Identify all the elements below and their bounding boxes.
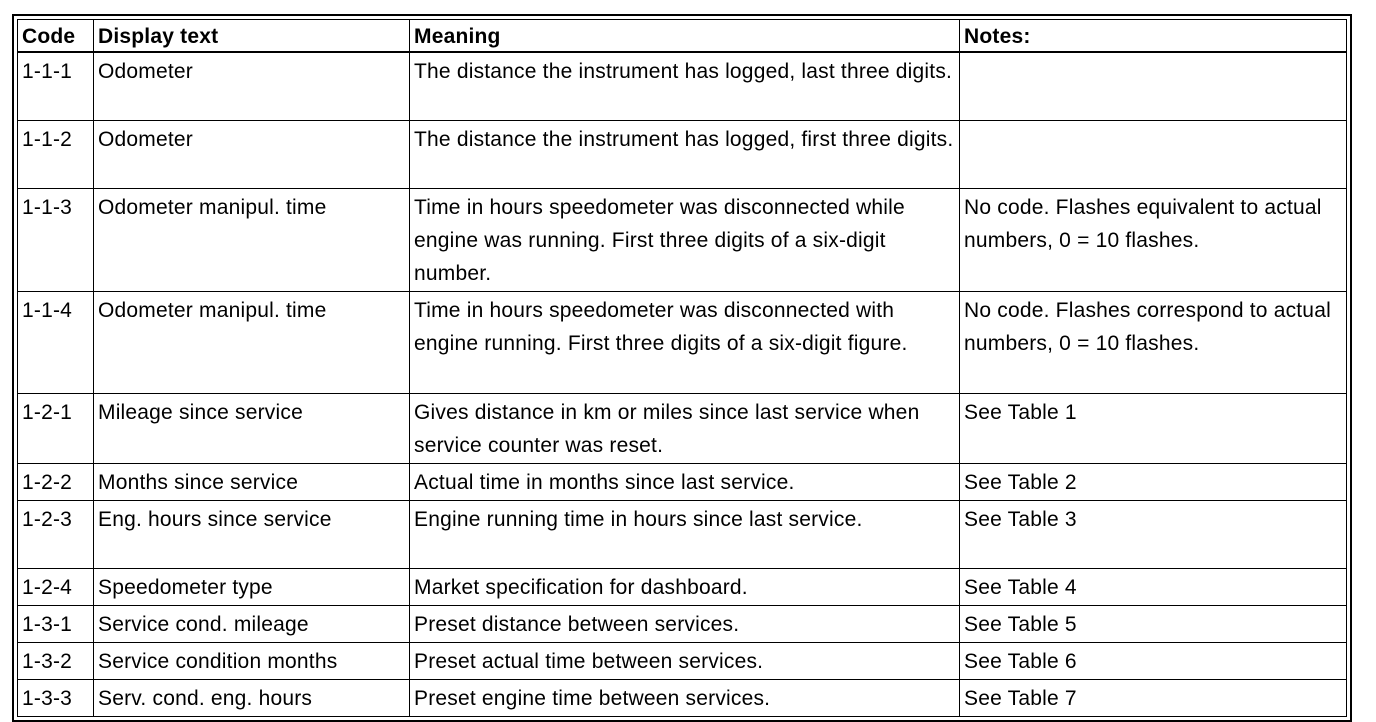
cell-meaning: Engine running time in hours since last service. [410,500,960,568]
cell-display-text: Mileage since service [94,393,410,463]
cell-code: 1-1-2 [18,120,94,188]
table-row [18,568,1347,605]
cell-notes: See Table 5 [960,605,1347,642]
cell-meaning: Time in hours speedometer was disconnected while engine was running. First three digits of a six-digit number. [410,188,960,291]
table-row [18,642,1347,679]
cell-code: 1-3-2 [18,642,94,679]
cell-meaning: Market specification for dashboard. [410,568,960,605]
table-row [18,52,1347,120]
cell-display-text: Service cond. mileage [94,605,410,642]
cell-display-text: Odometer manipul. time [94,188,410,291]
cell-meaning: Gives distance in km or miles since last service when service counter was reset. [410,393,960,463]
cell-notes: See Table 6 [960,642,1347,679]
header-row [18,20,1347,53]
cell-meaning: Preset engine time between services. [410,679,960,716]
cell-code: 1-1-4 [18,291,94,393]
cell-meaning: Preset distance between services. [410,605,960,642]
cell-notes: See Table 2 [960,463,1347,500]
table-row [18,500,1347,568]
cell-notes: No code. Flashes correspond to actual numbers, 0 = 10 flashes. [960,291,1347,393]
code-table [17,19,1347,717]
table-row [18,393,1347,463]
cell-code: 1-3-1 [18,605,94,642]
header-display-text: Display text [94,20,410,53]
cell-meaning: Actual time in months since last service. [410,463,960,500]
header-meaning: Meaning [410,20,960,53]
cell-notes [960,52,1347,120]
header-notes: Notes: [960,20,1347,53]
table-row [18,188,1347,291]
cell-display-text: Odometer manipul. time [94,291,410,393]
cell-code: 1-2-4 [18,568,94,605]
cell-code: 1-3-3 [18,679,94,716]
table-row [18,120,1347,188]
table-row [18,605,1347,642]
cell-notes: See Table 3 [960,500,1347,568]
cell-notes: See Table 1 [960,393,1347,463]
table-row [18,679,1347,716]
table-row [18,463,1347,500]
cell-meaning: The distance the instrument has logged, last three digits. [410,52,960,120]
cell-notes [960,120,1347,188]
header-code: Code [18,20,94,53]
cell-display-text: Months since service [94,463,410,500]
cell-code: 1-1-1 [18,52,94,120]
cell-code: 1-1-3 [18,188,94,291]
cell-meaning: The distance the instrument has logged, first three digits. [410,120,960,188]
cell-meaning: Time in hours speedometer was disconnected with engine running. First three digits of a six-digit figure. [410,291,960,393]
cell-notes: No code. Flashes equivalent to actual numbers, 0 = 10 flashes. [960,188,1347,291]
cell-notes: See Table 4 [960,568,1347,605]
cell-code: 1-2-1 [18,393,94,463]
cell-display-text: Serv. cond. eng. hours [94,679,410,716]
cell-display-text: Speedometer type [94,568,410,605]
cell-display-text: Service condition months [94,642,410,679]
cell-display-text: Odometer [94,120,410,188]
code-table-frame [12,14,1352,722]
cell-display-text: Odometer [94,52,410,120]
cell-meaning: Preset actual time between services. [410,642,960,679]
cell-code: 1-2-3 [18,500,94,568]
cell-code: 1-2-2 [18,463,94,500]
cell-notes: See Table 7 [960,679,1347,716]
table-row [18,291,1347,393]
cell-display-text: Eng. hours since service [94,500,410,568]
